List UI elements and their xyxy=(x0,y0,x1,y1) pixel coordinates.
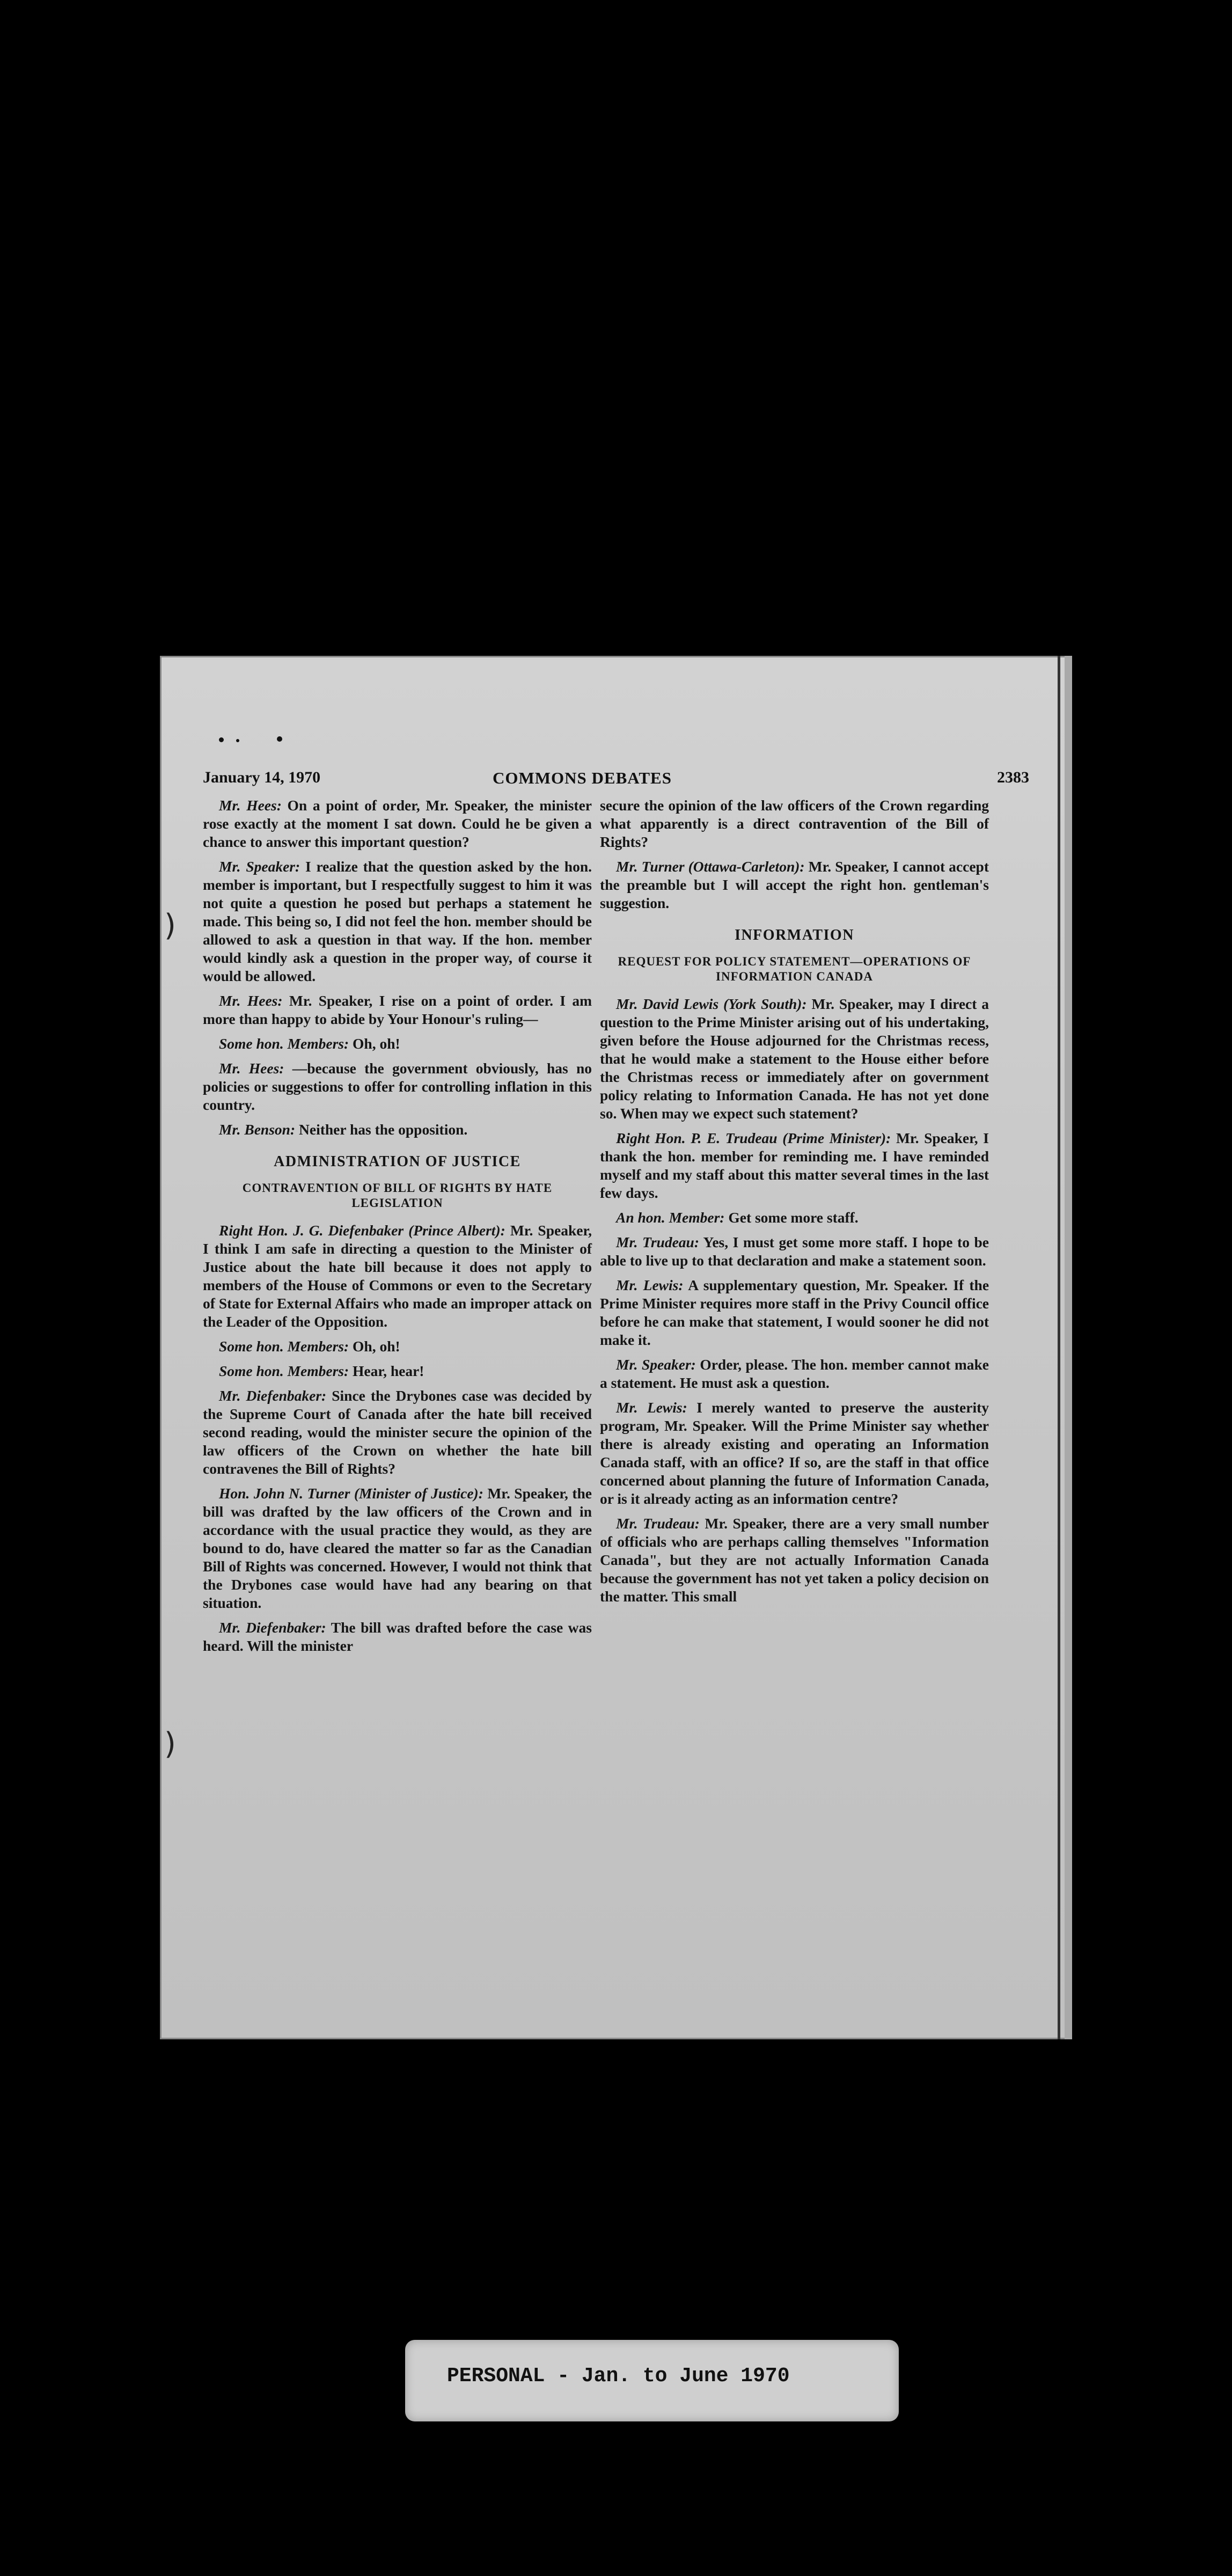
header-date: January 14, 1970 xyxy=(203,769,321,786)
speech-paragraph: Hon. John N. Turner (Minister of Justice): Mr. Speaker, the bill was drafted by the law officers of the Crown and in accordance with the usual practice they would, as they are bound to do, have cleared the matter so far as the Canadian Bill of Rights was concerned. However, I would not think that the Drybones case would have had any bearing on that situation. xyxy=(203,1485,592,1611)
speech-paragraph: Mr. Speaker: I realize that the question asked by the hon. member is important, but I respectfully suggest to him it was not quite a question he posed but perhaps a statement he made. This being so, I did not feel the hon. member should be allowed to ask a question in that way. If the hon. member would kindly ask a question in the proper way, of course it would be allowed. xyxy=(203,858,592,984)
speech-paragraph: Mr. Trudeau: Yes, I must get some more staff. I hope to be able to live up to that declaration and make a statement soon. xyxy=(600,1234,989,1269)
archive-label-text: PERSONAL - Jan. to June 1970 xyxy=(447,2365,790,2388)
speech-paragraph: secure the opinion of the law officers of the Crown regarding what apparently is a direct contravention of the Bill of Rights? xyxy=(600,797,989,850)
section-heading: ADMINISTRATION OF JUSTICE xyxy=(274,1153,521,1170)
margin-bracket: ) xyxy=(164,908,176,943)
speech-paragraph: An hon. Member: Get some more staff. xyxy=(616,1209,859,1226)
page-edge xyxy=(1065,656,1072,2039)
section-subheading: REQUEST FOR POLICY STATEMENT—OPERATIONS OF INFORMATION CANADA xyxy=(618,955,971,983)
right-column xyxy=(600,796,989,1612)
speech-paragraph: Some hon. Members: Hear, hear! xyxy=(219,1363,424,1379)
archive-label xyxy=(405,2340,899,2421)
speech-paragraph: Some hon. Members: Oh, oh! xyxy=(219,1035,400,1052)
document-page xyxy=(160,656,1072,2039)
header-title: COMMONS DEBATES xyxy=(493,769,672,787)
margin-bracket: ) xyxy=(164,1726,176,1761)
speech-paragraph: Mr. Benson: Neither has the opposition. xyxy=(219,1121,468,1138)
speech-paragraph: Mr. Lewis: A supplementary question, Mr. Speaker. If the Prime Minister requires more staff in the Privy Council office before he can make that statement, I would sooner he did not make it. xyxy=(600,1277,989,1348)
speech-paragraph: Mr. David Lewis (York South): Mr. Speaker, may I direct a question to the Prime Minister arising out of his undertaking, given before the House adjourned for the Christmas recess, that he would make a statement to the House either before the Christmas recess or immediately after on government policy relating to Information Canada. He has not yet done so. When may we expect such statement? xyxy=(600,996,989,1122)
speech-paragraph: Mr. Hees: —because the government obviously, has no policies or suggestions to offer for controlling inflation in this country. xyxy=(203,1060,592,1113)
section-subheading: CONTRAVENTION OF BILL OF RIGHTS BY HATE LEGISLATION xyxy=(242,1181,553,1210)
speech-paragraph: Mr. Diefenbaker: Since the Drybones case was decided by the Supreme Court of Canada after the hate bill received second reading, would the minister secure the opinion of the law officers of the Crown on whether the hate bill contravenes the Bill of Rights? xyxy=(203,1387,592,1477)
speech-paragraph: Mr. Lewis: I merely wanted to preserve the austerity program, Mr. Speaker. Will the Prime Minister say whether there is already existing and operating an Information Canada staff, with an office? If so, are the staff in that office concerned about planning the future of Information Canada, or is it already acting as an information centre? xyxy=(600,1399,989,1507)
speech-paragraph: Mr. Hees: On a point of order, Mr. Speaker, the minister rose exactly at the moment I sat down. Could he be given a chance to answer this important question? xyxy=(203,797,592,850)
section-heading: INFORMATION xyxy=(735,927,854,943)
ink-blot xyxy=(219,737,224,742)
speech-paragraph: Right Hon. P. E. Trudeau (Prime Minister): Mr. Speaker, I thank the hon. member for reminding me. I have reminded myself and my staff about this matter several times in the last few days. xyxy=(600,1130,989,1201)
ink-blot xyxy=(277,736,282,742)
page-header xyxy=(203,769,1029,795)
ink-blot xyxy=(236,739,239,742)
speech-paragraph: Mr. Trudeau: Mr. Speaker, there are a very small number of officials who are perhaps calling themselves "Information Canada", but they are not actually Information Canada because the government has not yet taken a policy decision on the matter. This small xyxy=(600,1515,989,1605)
speech-paragraph: Mr. Hees: Mr. Speaker, I rise on a point of order. I am more than happy to abide by Your Honour's ruling— xyxy=(203,992,592,1027)
speech-paragraph: Right Hon. J. G. Diefenbaker (Prince Albert): Mr. Speaker, I think I am safe in directing a question to the Minister of Justice about the hate bill because it does not apply to members of the House of Commons or even to the Secretary of State for External Affairs who made an improper attack on the Leader of the Opposition. xyxy=(203,1222,592,1330)
page-number: 2383 xyxy=(997,769,1029,786)
speech-paragraph: Mr. Speaker: Order, please. The hon. member cannot make a statement. He must ask a question. xyxy=(600,1356,989,1391)
speech-paragraph: Some hon. Members: Oh, oh! xyxy=(219,1338,400,1355)
speech-paragraph: Mr. Turner (Ottawa-Carleton): Mr. Speaker, I cannot accept the preamble but I will accept the right hon. gentleman's suggestion. xyxy=(600,858,989,911)
speech-paragraph: Mr. Diefenbaker: The bill was drafted before the case was heard. Will the minister xyxy=(203,1619,592,1654)
page-edge-line xyxy=(1058,656,1060,2039)
left-column xyxy=(203,796,592,1662)
